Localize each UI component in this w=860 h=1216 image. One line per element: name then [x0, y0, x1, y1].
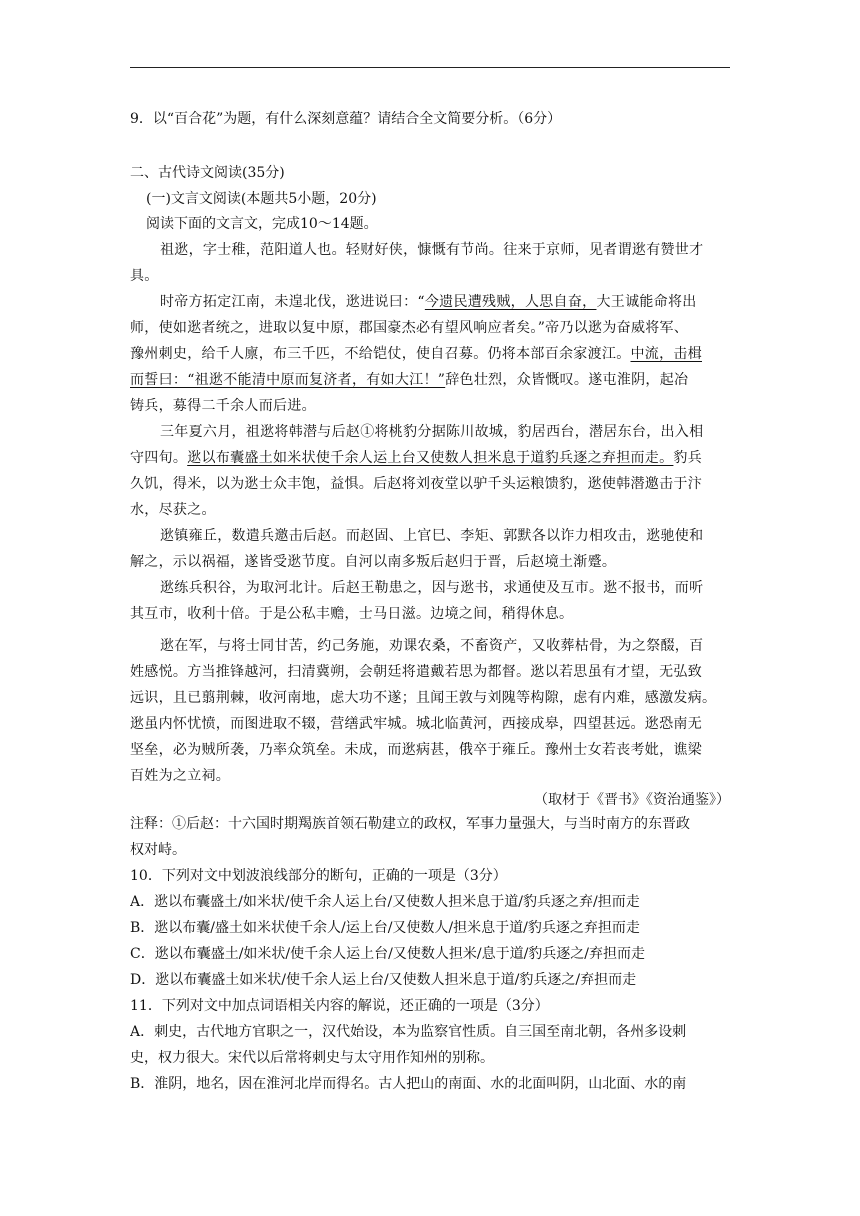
option-b: B．淮阴，地名，因在淮河北岸而得名。古人把山的南面、水的北面叫阴，山北面、水的南	[130, 1076, 687, 1092]
instruction: 阅读下面的文言文，完成10～14题。	[146, 216, 378, 232]
passage-line: 而誓曰：“祖逖不能清中原而复济者，有如大江！”辞色壮烈，众皆慨叹。遂屯淮阴，起冶	[130, 372, 689, 388]
passage-line: 时帝方拓定江南，未遑北伐，逖进说曰：“今遗民遭残贼，人思自奋，大王诚能命将出	[160, 294, 697, 310]
underlined-phrase: 中流，击楫	[630, 346, 702, 362]
question-9: 9．以“百合花”为题，有什么深刻意蕴？请结合全文简要分析。（6分）	[130, 111, 562, 127]
passage-line: 师，使如逖者统之，进取以复中原，郡国豪杰必有望风响应者矣。”帝乃以逖为奋威将军、	[130, 320, 689, 336]
source-citation: （取材于《晋书》《资治通鉴》）	[534, 792, 730, 808]
annotation: 权对峙。	[130, 842, 186, 858]
annotation: 注释：①后赵：十六国时期羯族首领石勒建立的政权，军事力量强大，与当时南方的东晋政	[130, 816, 690, 832]
option-d: D．逖以布囊盛土如米状/使千余人运上台/又使数人担米息于道/豹兵逐之/弃担而走	[130, 972, 637, 988]
passage-line: 逖练兵积谷，为取河北计。后赵王勒患之，因与逖书，求通使及互市。逖不报书，而听	[160, 580, 704, 596]
passage-line: 逖在军，与将士同甘苦，约己务施，劝课农桑，不畜资产，又收葬枯骨，为之祭醊，百	[160, 638, 704, 654]
passage-line: 逖虽内怀忧愤，而图进取不辍，营缮武牢城。城北临黄河，西接成皋，四望甚远。逖恐南无	[130, 716, 702, 732]
passage-line: 百姓为之立祠。	[130, 768, 231, 784]
passage-line: 水，尽获之。	[130, 502, 216, 518]
wavy-underlined-sentence: 逖以布囊盛土如米状使千余人运上台又使数人担米息于道豹兵逐之弃担而走。	[187, 450, 674, 466]
passage-line: 姓感悦。方当推锋越河，扫清冀朔，会朝廷将遣戴若思为都督。逖以若思虽有才望，无弘致	[130, 664, 702, 680]
question-10-stem: 10．下列对文中划波浪线部分的断句，正确的一项是（3分）	[130, 868, 507, 884]
passage-line: 守四旬。逖以布囊盛土如米状使千余人运上台又使数人担米息于道豹兵逐之弃担而走。豹兵	[130, 450, 703, 466]
passage-line: 三年夏六月，祖逖将韩潜与后赵①将桃豹分据陈川故城，豹居西台，潜居东台，出入相	[160, 424, 704, 440]
passage-line: 逖镇雍丘，数遣兵邀击后赵。而赵固、上官巳、李矩、郭默各以诈力相攻击，逖驰使和	[160, 528, 704, 544]
section-heading: 二、古代诗文阅读(35分)	[130, 165, 285, 181]
passage-line: 远识，且已翦荆棘，收河南地，虑大功不遂；且闻王敦与刘隗等构隙，虑有内难，感激发病。	[130, 690, 717, 706]
option-a: A．刺史，古代地方官职之一，汉代始设，本为监察官性质。自三国至南北朝，各州多设刺	[130, 1024, 687, 1040]
option-b: B．逖以布囊/盛土如米状使千余人/运上台/又使数人/担米息于道/豹兵逐之弃担而走	[130, 920, 640, 936]
passage-line: 铸兵，募得二千余人而后进。	[130, 398, 316, 414]
header-rule	[130, 67, 730, 68]
subsection-heading: (一)文言文阅读(本题共5小题，20分)	[146, 191, 377, 207]
passage-line: 解之，示以祸福，遂皆受逖节度。自河以南多叛后赵归于晋，后赵境土渐蹙。	[130, 554, 617, 570]
passage-line: 坚垒，必为贼所袭，乃率众筑垒。未成，而逖病甚，俄卒于雍丘。豫州士女若丧考妣，谯梁	[130, 742, 702, 758]
passage-line: 具。	[130, 268, 159, 284]
underlined-phrase: 而誓曰：“祖逖不能清中原而复济者，有如大江！”	[130, 372, 446, 388]
option-a: A．逖以布囊盛土/如米状/使千余人运上台/又使数人担米息于道/豹兵逐之弃/担而走	[130, 894, 640, 910]
passage-line: 祖逖，字士稚，范阳道人也。轻财好侠，慷慨有节尚。往来于京师，见者谓逖有赞世才	[160, 242, 704, 258]
option-a-continued: 史，权力很大。宋代以后常将刺史与太守用作知州的别称。	[130, 1050, 494, 1066]
underlined-phrase: 今遗民遭残贼，人思自奋，	[424, 294, 597, 310]
passage-line: 豫州刺史，给千人廪，布三千匹，不给铠仗，使自召募。仍将本部百余家渡江。中流，击楫	[130, 346, 702, 362]
option-c: C．逖以布囊盛土/如米状/使千余人运上台/又使数人担米/息于道/豹兵逐之/弃担而走	[130, 946, 646, 962]
passage-line: 其互市，收利十倍。于是公私丰赡，士马日滋。边境之间，稍得休息。	[130, 606, 574, 622]
passage-line: 久饥，得米，以为逖士众丰饱，益惧。后赵将刘夜堂以驴千头运粮馈豹，逖使韩潜邀击于汴	[130, 476, 702, 492]
question-11-stem: 11．下列对文中加点词语相关内容的解说，还正确的一项是（3分）	[130, 998, 549, 1014]
